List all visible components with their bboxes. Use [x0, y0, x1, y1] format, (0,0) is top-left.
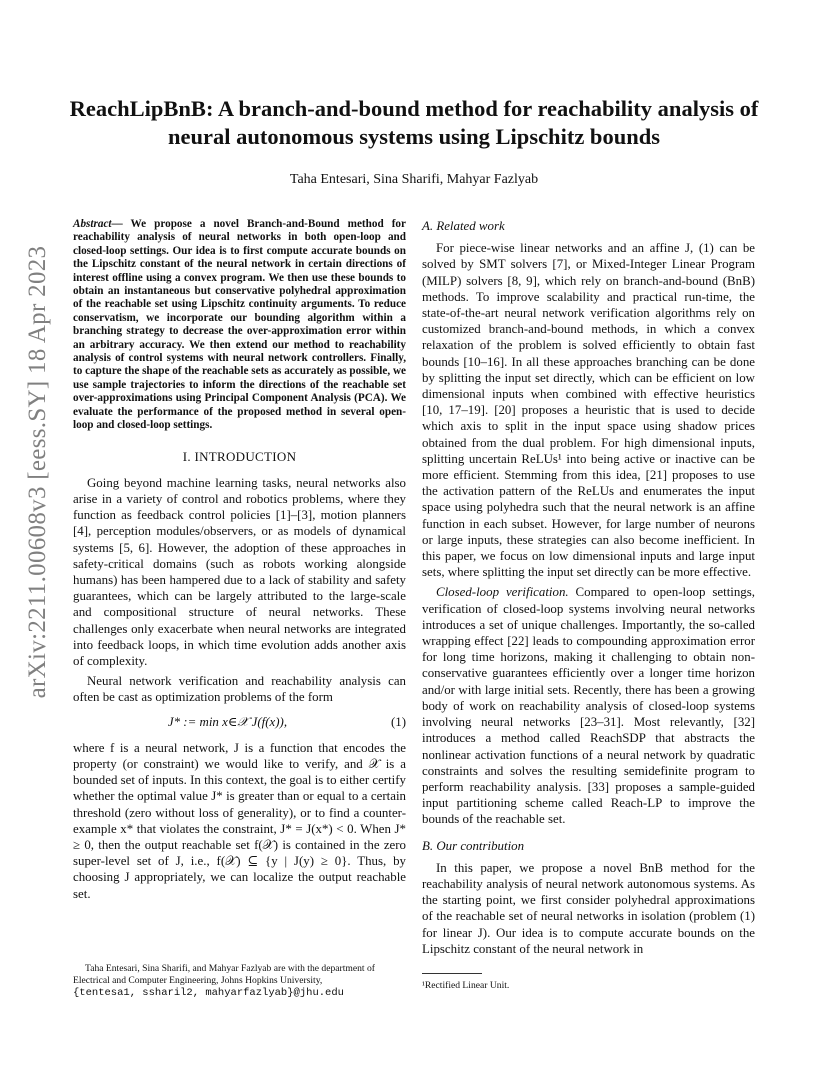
- contribution-paragraph-1: In this paper, we propose a novel BnB method for the reachability analysis of neural network autonomous systems. As the starting point, we first consider polyhedral approximations of the reachable set of neural networks in isolation (problem (1) for linear J). Our idea is to compute accurate bounds on the Lipschitz constant of the neural network in: [422, 860, 755, 956]
- affiliation-footnote: [73, 963, 406, 999]
- footnote-rule: [422, 973, 482, 974]
- paper-title: ReachLipBnB: A branch-and-bound method for reachability analysis of neural autonomous systems using Lipschitz bounds: [69, 96, 759, 149]
- intro-paragraph-3: where f is a neural network, J is a function that encodes the property (or constraint) we would like to verify, and 𝒳 is a bounded set of inputs. In this context, the goal is to either certify whether the optimal value J* is greater than or equal to a certain threshold (zero without loss of generality), or to find a counter-example x* that violates the constraint, J* = J(x*) < 0. When J* ≥ 0, then the output reachable set f(𝒳) is contained in the zero super-level set of J, i.e., f(𝒳) ⊆ {y | J(y) ≥ 0}. Thus, by choosing J appropriately, we can localize the output reachable set.: [73, 740, 406, 901]
- section-heading-introduction: I. INTRODUCTION: [182, 448, 297, 464]
- relu-footnote: ¹Rectified Linear Unit.: [422, 980, 510, 991]
- related-paragraph-2-text: Compared to open-loop settings, verification of closed-loop systems involving neural networks introduces a set of unique challenges. Importantly, the so-called wrapping effect [22] leads to compounding approximation error for long time horizons, making it challenging to obtain non-conservative guarantees efficiently over a longer time horizon and/or with large initial sets. Recently, there has been a growing body of work on reachability analysis of closed-loop systems involving neural networks [23–31]. Most relevantly, [32] introduces a method called ReachSDP that abstracts the nonlinear activation functions of a neural network by quadratic constraints and solves the resulting semidefinite program to perform reachability analysis. [33] proposes a sample-guided input partitioning scheme called Reach-LP to improve the bounds of the reachable set.: [422, 585, 755, 827]
- abstract: [73, 218, 406, 433]
- affiliation-text: Taha Entesari, Sina Sharifi, and Mahyar Fazlyab are with the department of Electrical and Computer Engineering, Johns Hopkins University,: [73, 963, 375, 986]
- intro-paragraph-2: Neural network verification and reachability analysis can often be cast as optimization problems of the form: [73, 674, 406, 705]
- abstract-label: Abstract: [73, 218, 112, 230]
- equation-formula: J* := min x∈𝒳 J(f(x)),: [167, 714, 288, 729]
- equation-1: [73, 714, 406, 730]
- subsection-heading-related-work: A. Related work: [422, 219, 505, 233]
- left-column: [73, 218, 406, 906]
- equation-number: (1): [390, 714, 406, 729]
- arxiv-identifier-text: arXiv:2211.00608v3 [eess.SY] 18 Apr 2023: [24, 245, 51, 699]
- closed-loop-runin: Closed-loop verification.: [436, 585, 569, 600]
- author-list: Taha Entesari, Sina Sharifi, Mahyar Fazlyab: [289, 172, 539, 187]
- subsection-heading-contribution: B. Our contribution: [422, 838, 525, 853]
- arxiv-identifier: [18, 245, 58, 699]
- related-paragraph-2: [422, 584, 755, 827]
- abstract-text: — We propose a novel Branch-and-Bound method for reachability analysis of neural networks in both open-loop and closed-loop settings. Our idea is to first compute accurate bounds on the Lipschitz constant of the neural network in certain directions of interest offline using a convex program. We then use these bounds to obtain an instantaneous but conservative polyhedral approximation of the reachable set using Lipschitz continuity arguments. To reduce conservatism, we incorporate our bounding algorithm within a branching strategy to decrease the over-approximation error within an arbitrary accuracy. We then extend our method to reachability analysis of control systems with neural network controllers. Finally, to capture the shape of the reachable sets as accurately as possible, we use sample trajectories to inform the directions of the reachable set over-approximations using Principal Component Analysis (PCA). We evaluate the performance of the proposed method in several open-loop and closed-loop settings.: [73, 218, 407, 432]
- related-paragraph-1: For piece-wise linear networks and an affine J, (1) can be solved by SMT solvers [7], or Mixed-Integer Linear Program (MILP) solvers [8, 9], which rely on branch-and-bound (BnB) methods. To improve scalability and practical run-time, the state-of-the-art neural network verification algorithms rely on customized branch-and-bound methods, in which a convex relaxation of the problem is solved efficiently to obtain fast bounds [10–16]. In all these approaches branching can be done by splitting the input set directly, which can be efficient on low dimensional inputs when combined with effective heuristics [10, 17–19]. [20] proposes a heuristic that is used to decide which axis to split in the input space using shadow prices obtained from the dual problem. For high dimensional inputs, splitting uncertain ReLUs¹ into being active or inactive can be more efficient. Stemming from this idea, [21] proposes to use the activation pattern of the ReLUs and enumerates the input space using polyhedra such that the neural network is an affine function in each subset. However, for large number of neurons or large inputs, these strategies can also become inefficient. In this paper, we focus on low dimensional inputs and large input sets, where splitting the input set directly can be more effective.: [422, 241, 755, 580]
- intro-paragraph-1: Going beyond machine learning tasks, neural networks also arise in a variety of control and robotics problems, where they function as feedback control policies [1]–[3], motion planners [4], perception modules/observers, or as models of dynamical systems [5, 6]. However, the adoption of these approaches in safety-critical domains (such as robots working alongside humans) has been hampered due to a lack of stability and safety guarantees, which can be largely attributed to the large-scale and compositional structure of neural networks. These challenges only exacerbate when neural networks are integrated into feedback loops, in which time evolution adds another axis of complexity.: [73, 475, 406, 668]
- author-emails: {tentesa1, ssharil2, mahyarfazlyab}@jhu.edu: [73, 987, 344, 999]
- right-column: [422, 218, 755, 961]
